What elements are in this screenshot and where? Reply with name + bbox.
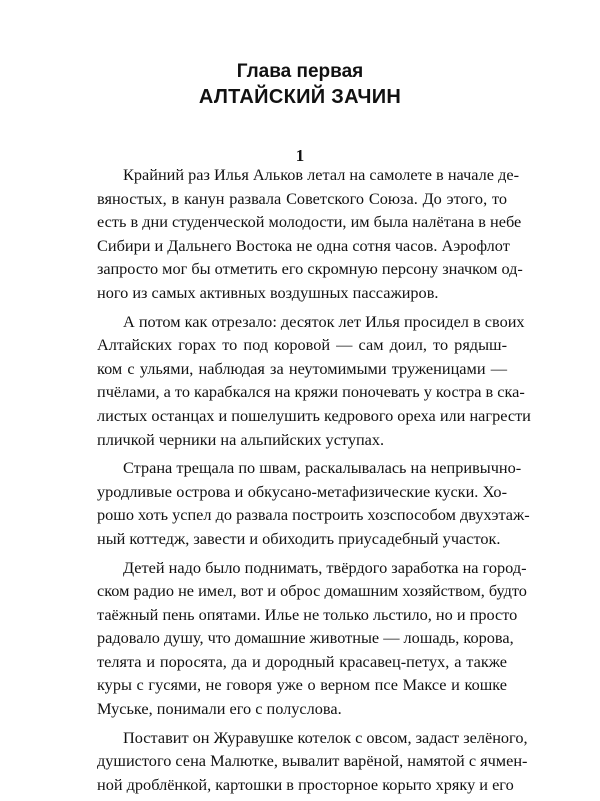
text-line: листых останцах и пошелушить кедрового ореха или нагрести	[97, 405, 531, 425]
paragraph	[97, 456, 530, 550]
text-line: ной дроблёнкой, картошки в просторное корыто хряку и его	[97, 774, 514, 794]
text-line: Детей надо было поднимать, твёрдого заработка на город-	[123, 557, 527, 577]
chapter-body	[97, 163, 531, 801]
paragraph	[97, 163, 523, 305]
text-line: Крайний раз Илья Альков летал на самолете в начале де-	[123, 165, 520, 184]
text-line: Муське, понимали его с полуслова.	[97, 699, 342, 719]
text-line: Сибири и Дальнего Востока не одна сотня часов. Аэрофлот	[97, 235, 510, 255]
paragraph	[97, 556, 527, 721]
text-line: есть в дни студенческой молодости, им была налётана в небе	[97, 212, 522, 232]
text-line: рошо хоть успел до развала построить хозспособом двухэтаж-	[97, 505, 530, 525]
text-line: ском радио не имел, вот и оброс домашним хозяйством, будто	[97, 581, 527, 601]
chapter-label: Глава первая	[236, 61, 364, 82]
text-line: таёжный пень опятами. Илье не только льстило, но и просто	[97, 604, 518, 624]
text-line: радовало душу, что домашние животные — лошадь, корова,	[97, 628, 514, 648]
text-line: ного из самых активных воздушных пассажиров.	[97, 282, 439, 302]
paragraph	[97, 310, 531, 452]
text-line: пличкой черники на альпийских уступах.	[97, 429, 385, 449]
text-line: вяностых, в канун развала Советского Союза. До этого, то	[97, 188, 507, 208]
text-line: телята и поросята, да и дородный красавец-петух, а также	[97, 651, 507, 671]
text-line: пчёлами, а то карабкался на кряжи поночевать у костра в ска-	[97, 382, 525, 402]
text-line: ный коттедж, завести и обиходить приусадебный участок.	[97, 528, 501, 548]
section-number: 1	[295, 146, 305, 165]
text-line: уродливые острова и обкусано-метафизические куски. Хо-	[97, 481, 507, 501]
text-line: ком с ульями, наблюдая за неутомимыми труженицами —	[97, 358, 507, 378]
text-line: А потом как отрезало: десяток лет Илья просидел в своих	[123, 311, 525, 331]
text-line: запросто мог бы отметить его скромную персону значком од-	[97, 259, 523, 279]
text-line: Страна трещала по швам, раскалывалась на непривычно-	[123, 458, 522, 478]
paragraph	[97, 726, 528, 797]
text-line: душистого сена Малютке, вывалит варёной, намятой с ячмен-	[97, 751, 528, 771]
chapter-title: АЛТАЙСКИЙ ЗАЧИН	[198, 86, 402, 108]
text-line: куры с гусями, не говоря уже о верном псе Максе и кошке	[97, 675, 507, 695]
text-line: Алтайских горах то под коровой — сам доил, то рядыш-	[97, 335, 507, 355]
text-line: Поставит он Журавушке котелок с овсом, задаст зелёного,	[123, 727, 528, 747]
